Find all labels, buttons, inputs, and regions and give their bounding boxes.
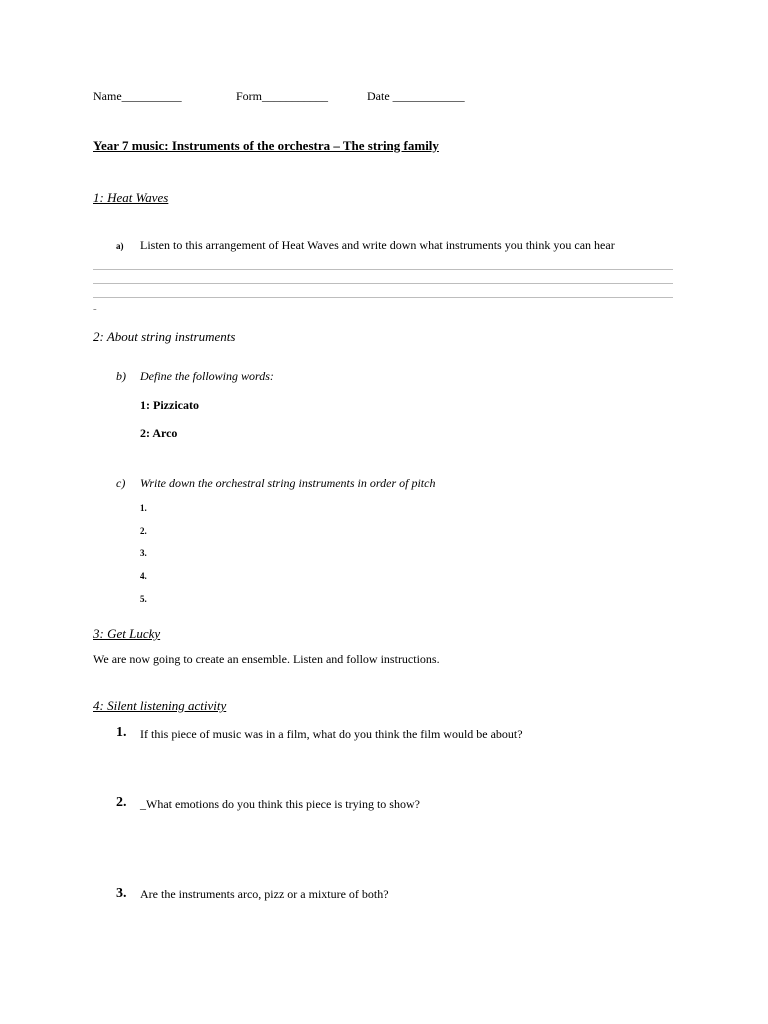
- pitch-list-number: 4.: [140, 571, 147, 581]
- section-3-text: We are now going to create an ensemble. Listen and follow instructions.: [93, 652, 440, 666]
- name-field-label: Name__________: [93, 89, 182, 103]
- definition-word-1: 1: Pizzicato: [140, 398, 199, 412]
- section-3-heading: 3: Get Lucky: [93, 626, 161, 641]
- section-2-heading: 2: About string instruments: [93, 329, 236, 344]
- pitch-list-number: 1.: [140, 503, 147, 513]
- answer-line: [93, 283, 673, 284]
- form-field-label: Form___________: [236, 89, 329, 103]
- question-text: If this piece of music was in a film, what do you think the film would be about?: [140, 727, 523, 741]
- question-text: Are the instruments arco, pizz or a mixture of both?: [140, 887, 389, 901]
- item-c-text: Write down the orchestral string instruments in order of pitch: [140, 476, 436, 490]
- question-text: _What emotions do you think this piece is trying to show?: [140, 797, 420, 811]
- item-a-text: Listen to this arrangement of Heat Waves and write down what instruments you think you can hear: [140, 238, 615, 252]
- section-1-heading: 1: Heat Waves: [93, 190, 169, 205]
- question-number: 2.: [116, 795, 127, 810]
- trailing-mark: -: [93, 303, 97, 315]
- pitch-list-number: 2.: [140, 526, 147, 536]
- worksheet-title: Year 7 music: Instruments of the orchestra – The string family: [93, 138, 439, 153]
- pitch-list-number: 5.: [140, 594, 147, 604]
- question-number: 1.: [116, 725, 127, 740]
- question-number: 3.: [116, 886, 127, 901]
- pitch-list-number: 3.: [140, 548, 147, 558]
- section-4-heading: 4: Silent listening activity: [93, 698, 227, 713]
- item-b-label: b): [116, 369, 126, 383]
- definition-word-2: 2: Arco: [140, 426, 178, 440]
- date-field-label: Date ____________: [367, 89, 465, 103]
- answer-line: [93, 297, 673, 298]
- answer-line: [93, 269, 673, 270]
- item-a-label: a): [116, 241, 124, 251]
- item-c-label: c): [116, 476, 126, 490]
- item-b-text: Define the following words:: [140, 369, 274, 383]
